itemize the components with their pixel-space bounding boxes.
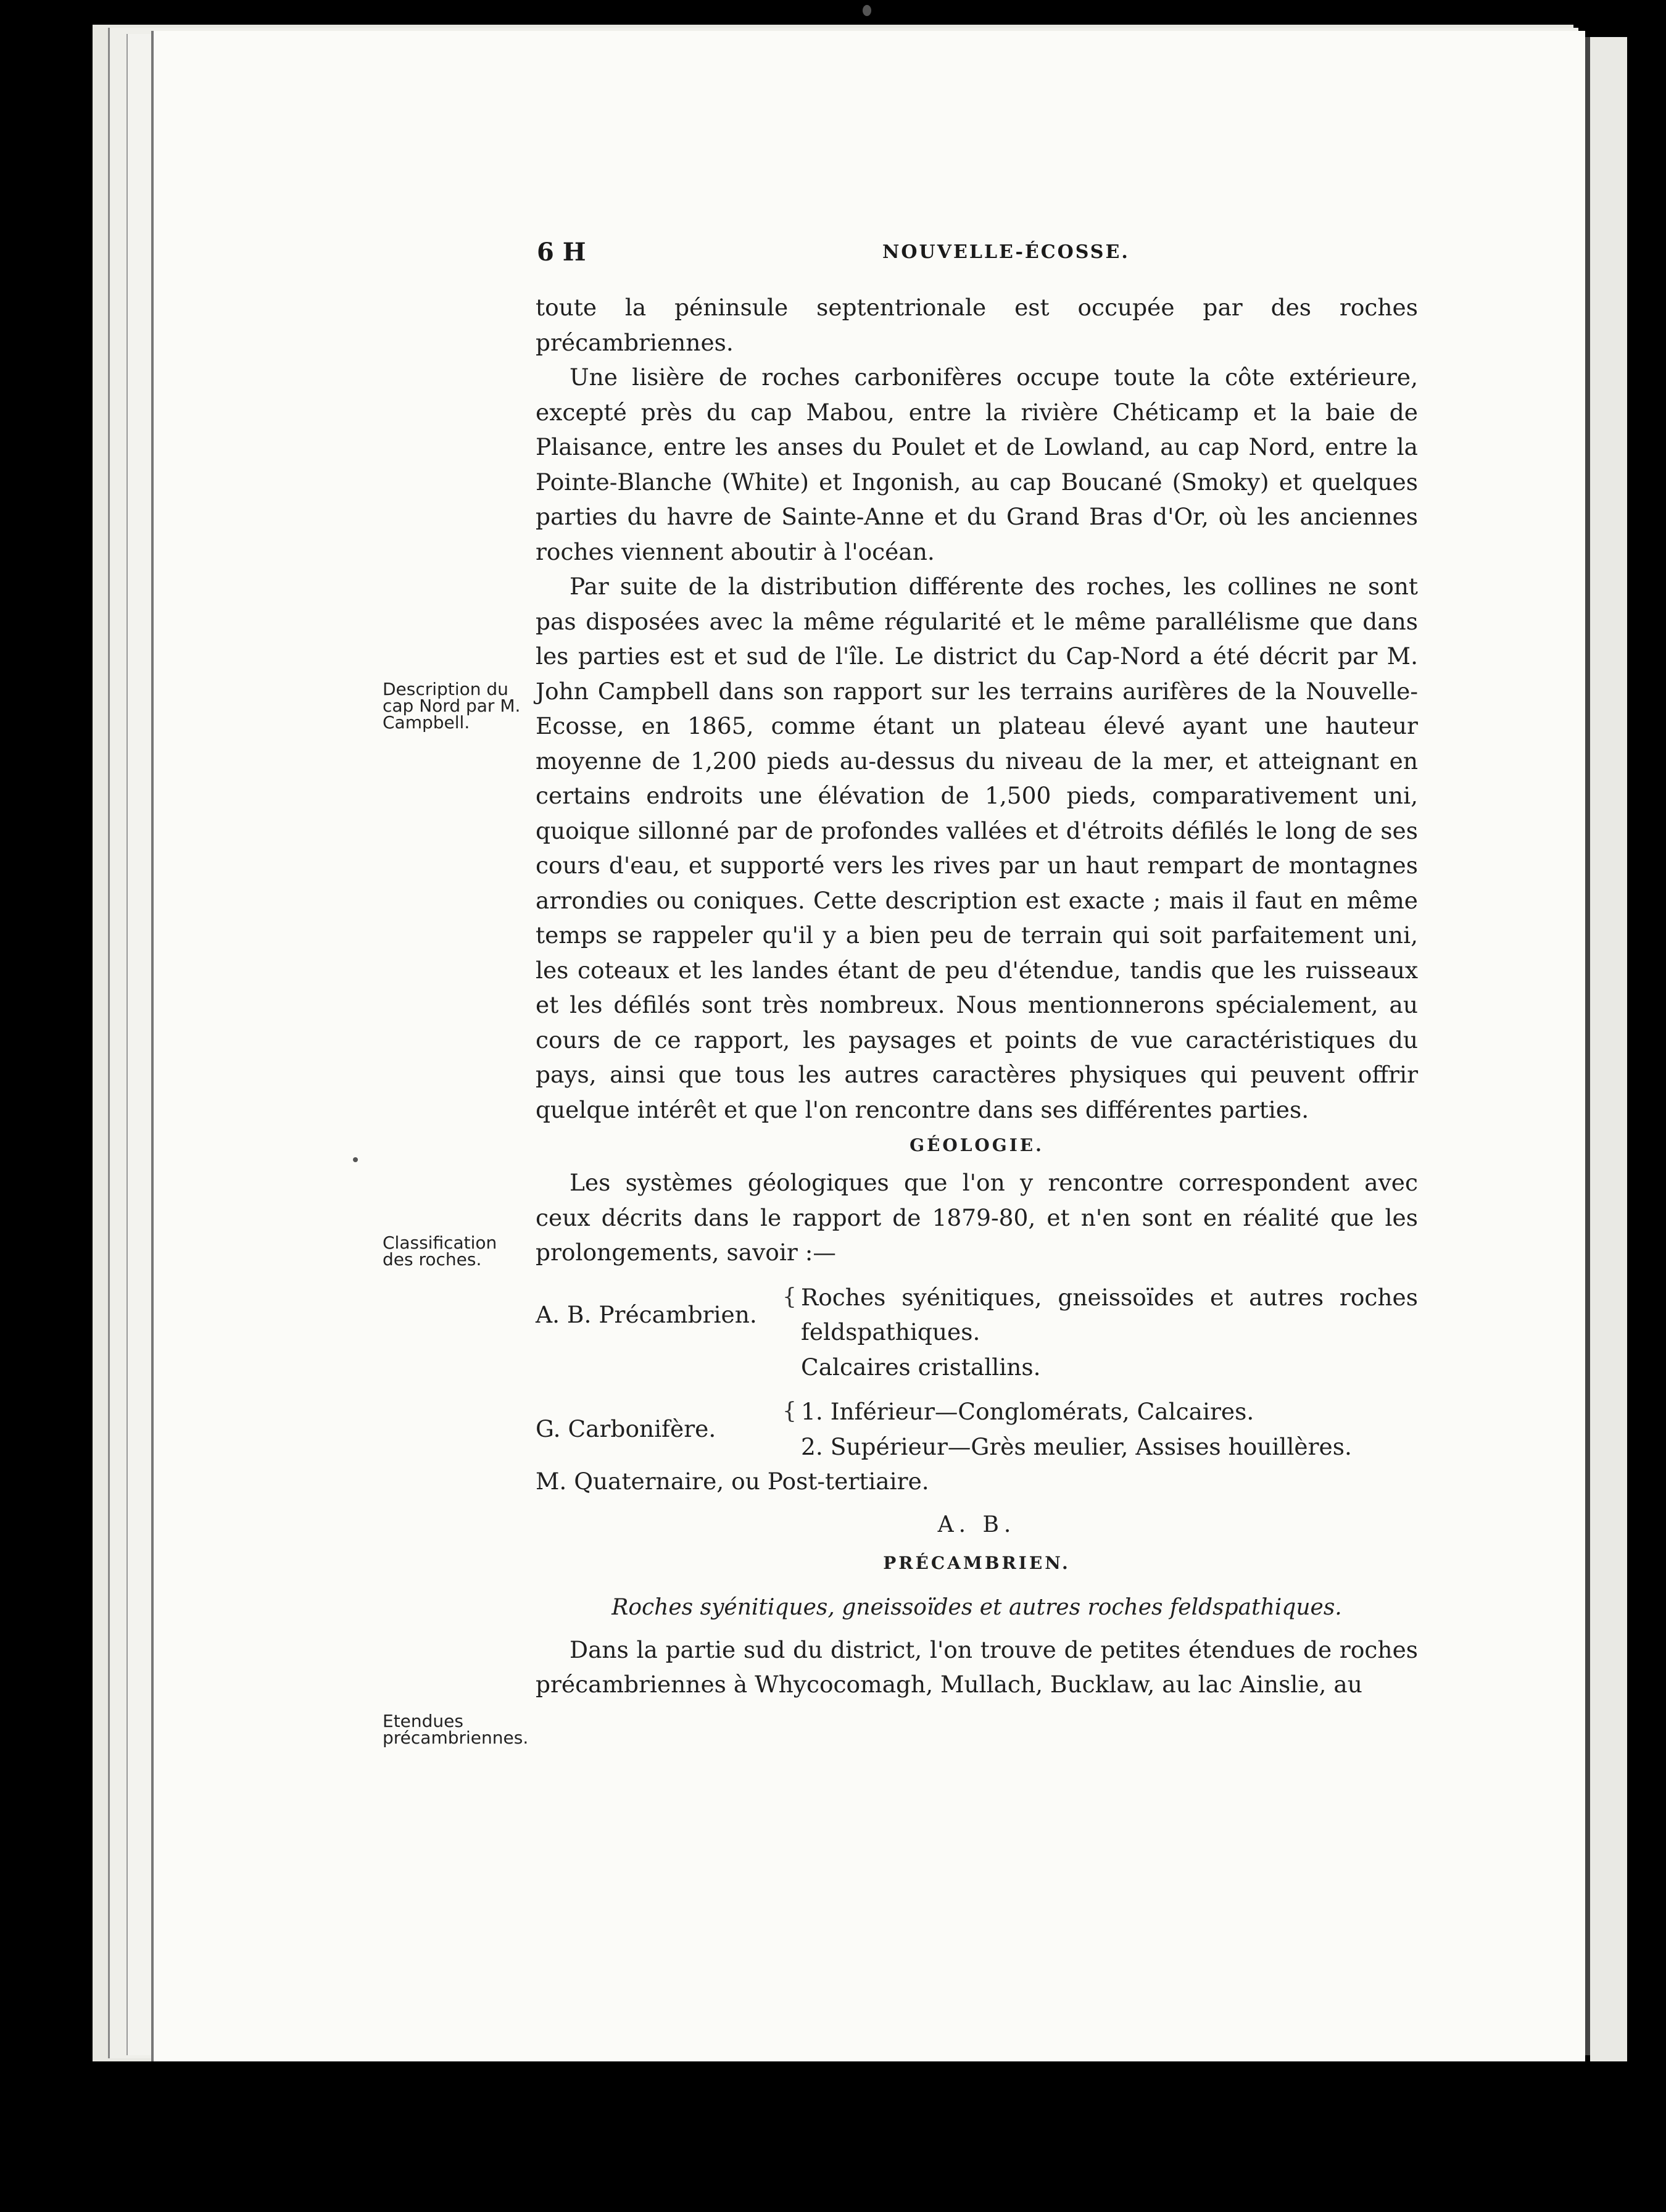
section-heading-geologie: GÉOLOGIE. xyxy=(910,1135,1044,1155)
section-letters: A. B. xyxy=(937,1511,1016,1537)
classification-label: G. Carbonifère. xyxy=(536,1415,716,1442)
paragraph: Par suite de la distribution différente des roches, les collines ne sont pas disposées avec la même régularité et le même parallélisme que dans les parties est et sud de l'île. Le district du Cap-Nord a été décrit par M. John Campbell dans son rapport sur les terrains aurifères de la Nouvelle-Ecosse, en 1865, comme étant un plateau élevé ayant une hauteur moyenne de 1,200 pieds au-dessus du niveau de la mer, et atteignant en certains endroits une élévation de 1,500 pieds, comparativement uni, quoique sillonné par de profondes vallées et d'étroits défilés le long de ses cours d'eau, et supporté vers les rives par un haut rempart de montagnes arrondies ou coniques. Cette description est exacte ; mais il faut en même temps se rappeler qu'il y a bien peu de terrain qui soit parfaitement uni, les coteaux et les landes étant de peu d'étendue, tandis que les ruisseaux et les défilés sont très nombreux. Nous mentionnerons spécialement, au cours de ce rapport, les paysages et points de vue caractéristiques du pays, ainsi que tous les autres caractères physiques qui peuvent offrir quelque intérêt et que l'on rencontre dans ses différentes parties. xyxy=(536,573,1418,1123)
paragraph: toute la péninsule septentrionale est occupée par des roches précambriennes. xyxy=(536,294,1418,356)
margin-note-etendues: Etendues précambriennes. xyxy=(383,1711,529,1748)
classification-label: A. B. Précambrien. xyxy=(536,1300,757,1328)
brace: { xyxy=(782,1284,797,1310)
classification-label: M. Quaternaire, ou Post-tertiaire. xyxy=(536,1468,929,1495)
classification-row xyxy=(536,1464,1418,1499)
classification-item: Calcaires cristallins. xyxy=(801,1353,1041,1381)
section-heading-precambrien: PRÉCAMBRIEN. xyxy=(883,1552,1071,1573)
scan-speck xyxy=(353,1157,358,1162)
margin-note-campbell: Description du cap Nord par M. Campbell. xyxy=(383,679,521,733)
classification-row xyxy=(536,1280,1418,1385)
section-subheading: Roches syénitiques, gneissoïdes et autres roches feldspathiques. xyxy=(611,1594,1342,1620)
running-title: NOUVELLE-ÉCOSSE. xyxy=(882,241,1130,263)
facing-page-edge xyxy=(1590,37,1627,2061)
classification-item: 1. Inférieur—Conglomérats, Calcaires. xyxy=(801,1398,1254,1425)
paragraph: Dans la partie sud du district, l'on trouve de petites étendues de roches précambriennes à Whycocomagh, Mullach, Bucklaw, au lac Ainslie, au xyxy=(536,1636,1418,1698)
scan-speck xyxy=(863,5,871,16)
page-number: 6 H xyxy=(537,238,586,267)
paragraph: Les systèmes géologiques que l'on y rencontre correspondent avec ceux décrits dans le rapport de 1879-80, et n'en sont en réalité que les prolongements, savoir :— xyxy=(536,1169,1418,1266)
brace: { xyxy=(782,1399,797,1424)
running-head xyxy=(537,238,1419,268)
margin-note-classification: Classification des roches. xyxy=(383,1233,497,1270)
classification-items xyxy=(801,1394,1418,1464)
classification-row xyxy=(536,1394,1418,1464)
classification-items xyxy=(801,1280,1418,1385)
body-text xyxy=(536,290,1418,1702)
classification-item: Roches syénitiques, gneissoïdes et autres roches feldspathiques. xyxy=(801,1283,1418,1345)
classification-item: 2. Supérieur—Grès meulier, Assises houillères. xyxy=(801,1432,1352,1460)
paragraph: Une lisière de roches carbonifères occupe toute la côte extérieure, excepté près du cap Mabou, entre la rivière Chéticamp et la baie de Plaisance, entre les anses du Poulet et de Lowland, au cap Nord, entre la Pointe-Blanche (White) et Ingonish, au cap Boucané (Smoky) et quelques parties du havre de Sainte-Anne et du Grand Bras d'Or, où les anciennes roches viennent aboutir à l'océan. xyxy=(536,364,1418,565)
